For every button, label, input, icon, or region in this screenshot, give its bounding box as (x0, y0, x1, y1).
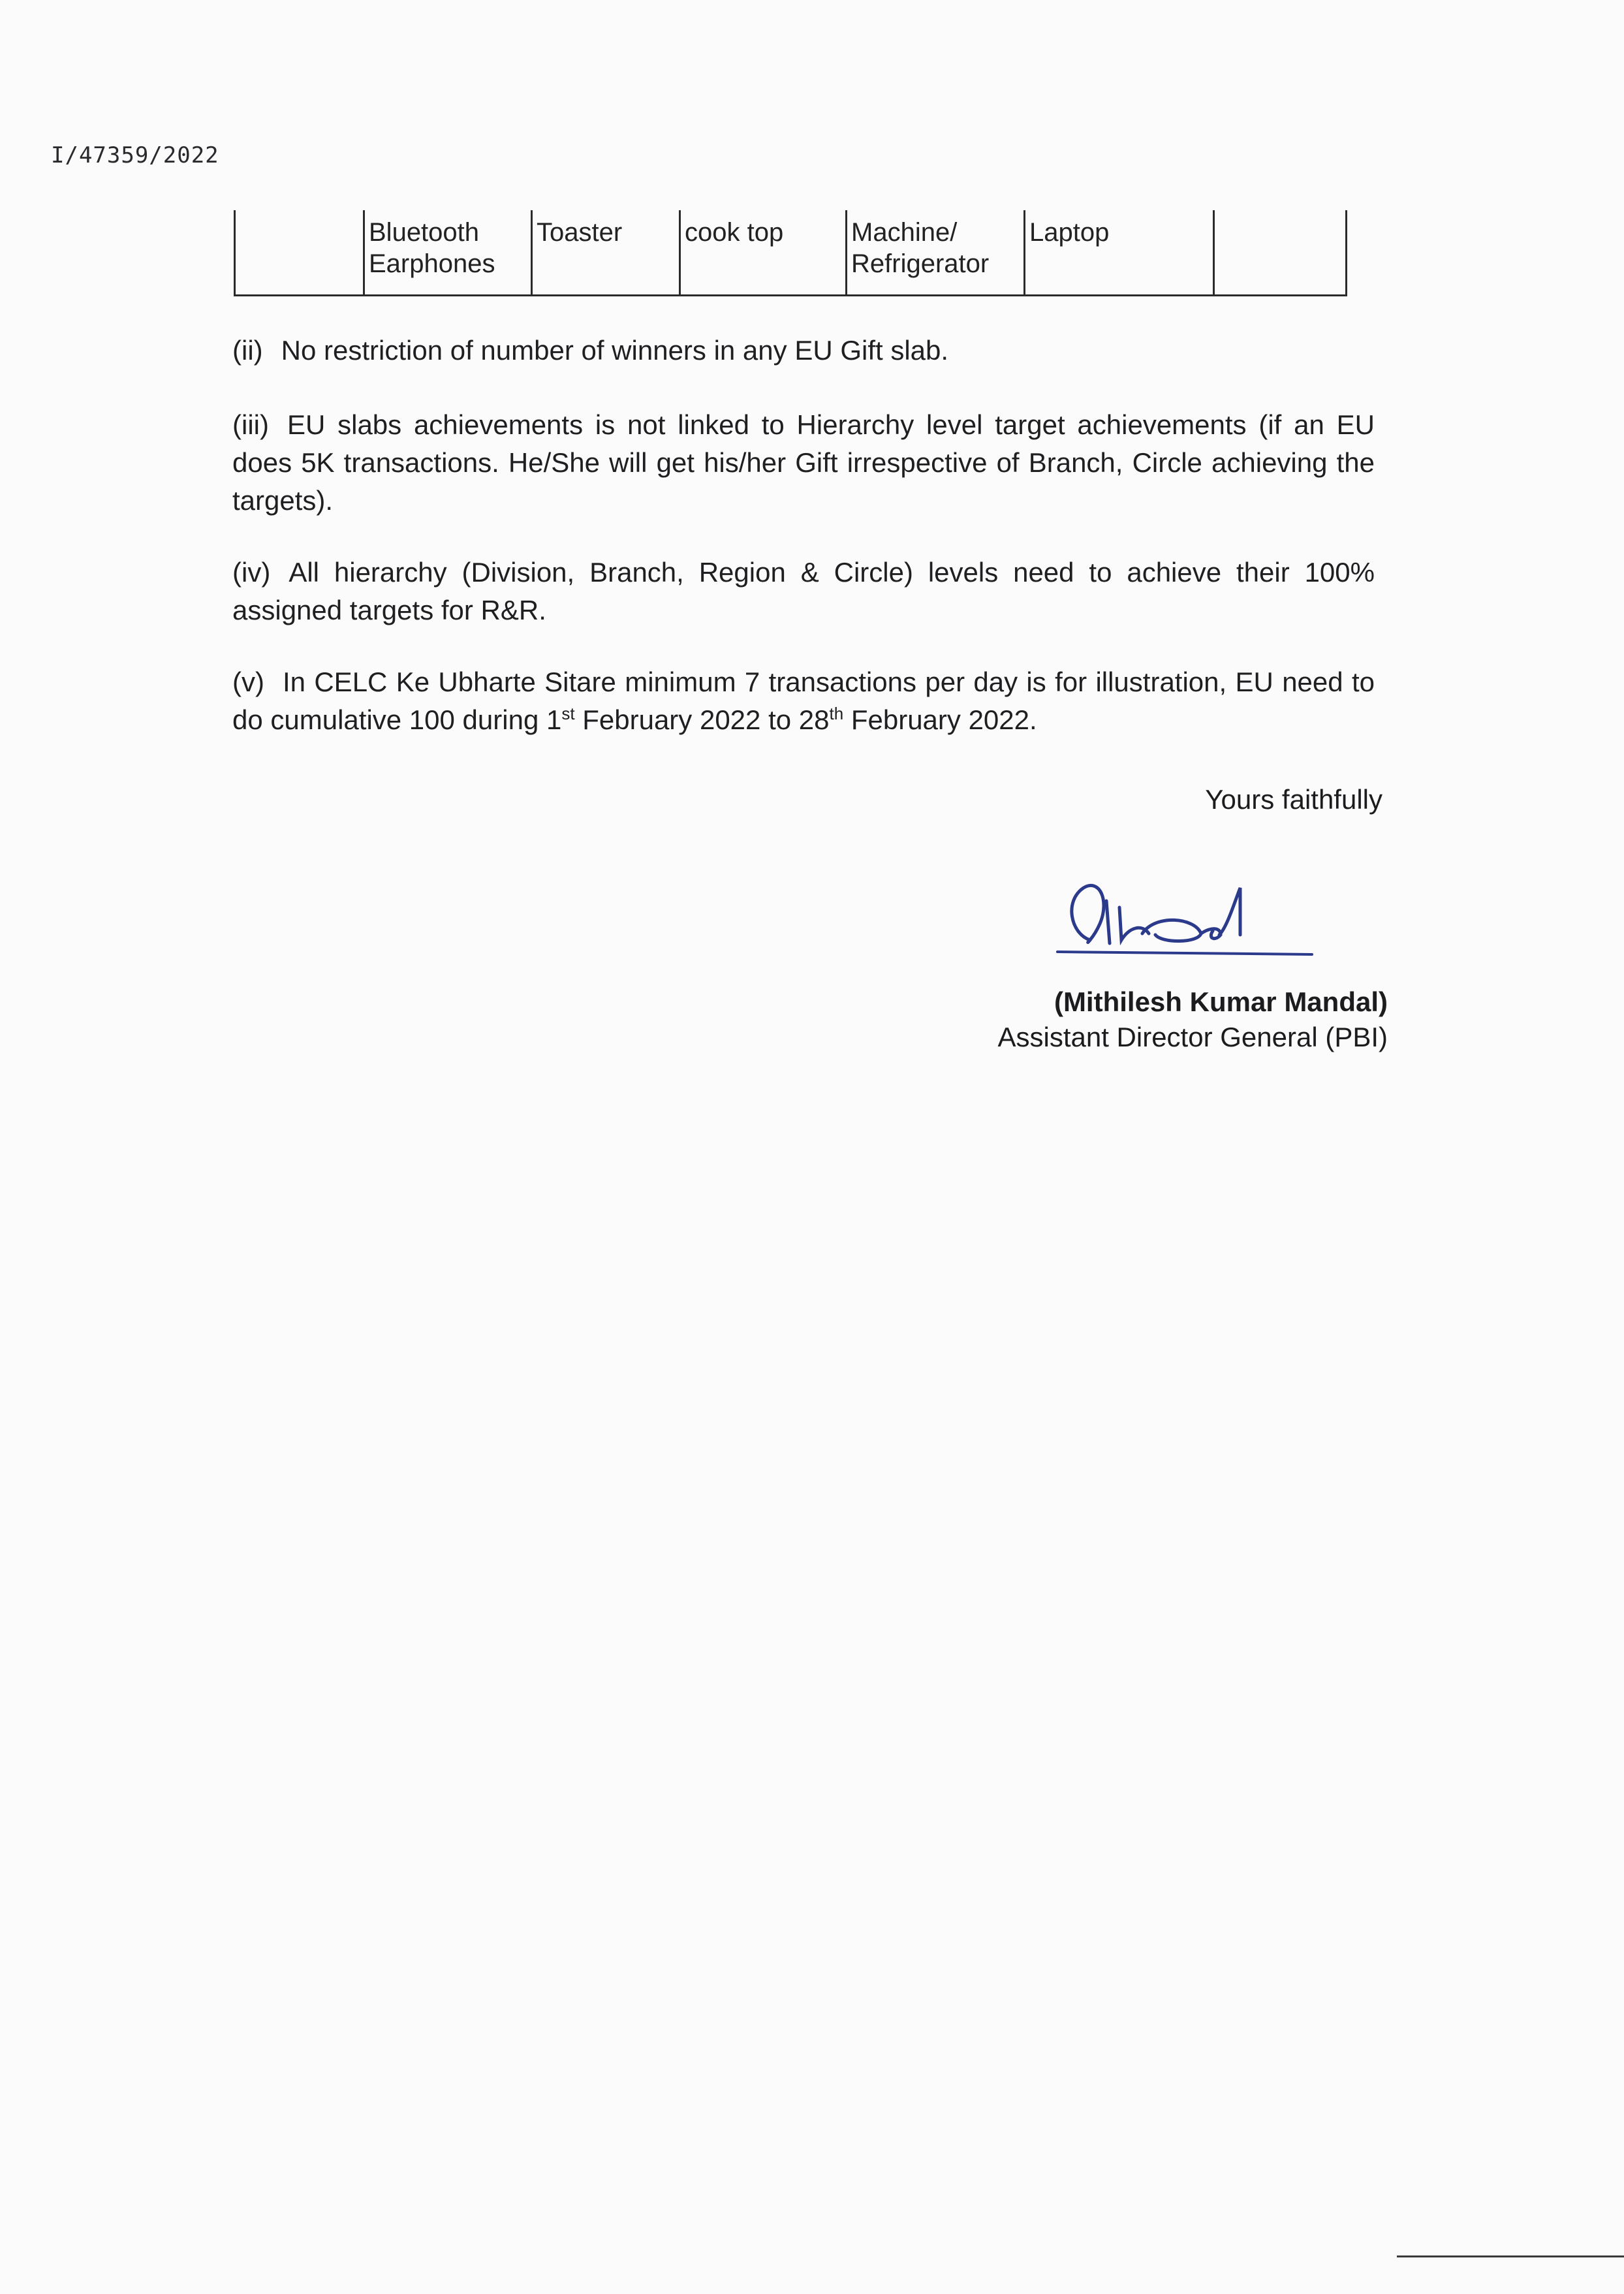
signer-block (997, 984, 1388, 1055)
table-cell-cook-top: cook top (680, 210, 847, 296)
paragraph-text: All hierarchy (Division, Branch, Region & Circle) levels need to achieve their 100% assigned targets for R&R. (232, 557, 1375, 625)
handwritten-signature (1044, 862, 1319, 973)
reference-number: I/47359/2022 (51, 142, 219, 168)
table-cell-machine-refrigerator: Machine/ Refrigerator (847, 210, 1025, 296)
paragraph-number: (iii) (232, 409, 269, 440)
paragraph-text: In CELC Ke Ubharte Sitare minimum 7 transactions per day is for illustration, EU need to do cumulative 100 during 1 (232, 667, 1375, 735)
closing-salutation: Yours faithfully (1205, 784, 1382, 815)
paragraph-text: No restriction of number of winners in any EU Gift slab. (281, 335, 949, 366)
signer-title: Assistant Director General (PBI) (997, 1022, 1388, 1052)
paragraph-text: EU slabs achievements is not linked to Hierarchy level target achievements (if an EU does 5K transactions. He/She will get his/her Gift irrespective of Branch, Circle achieving the targets). (232, 409, 1375, 516)
table-cell-toaster: Toaster (532, 210, 680, 296)
table-row (235, 210, 1347, 296)
paragraph-iii (232, 406, 1375, 520)
superscript: th (829, 704, 844, 723)
paragraph-ii (232, 332, 1375, 369)
paragraph-v (232, 663, 1375, 739)
superscript: st (561, 704, 575, 723)
paragraph-number: (ii) (232, 335, 263, 366)
signer-name: (Mithilesh Kumar Mandal) (1054, 986, 1388, 1017)
paragraph-text: February 2022. (843, 704, 1037, 735)
table-cell-laptop: Laptop (1025, 210, 1214, 296)
paragraph-iv (232, 554, 1375, 629)
table-cell (1214, 210, 1347, 296)
table-cell (235, 210, 364, 296)
divider (1397, 2255, 1624, 2257)
gift-slab-table (234, 210, 1347, 296)
table-cell-bluetooth-earphones: Bluetooth Earphones (364, 210, 532, 296)
paragraph-number: (v) (232, 667, 264, 697)
paragraph-number: (iv) (232, 557, 271, 588)
paragraph-text: February 2022 to 28 (574, 704, 830, 735)
